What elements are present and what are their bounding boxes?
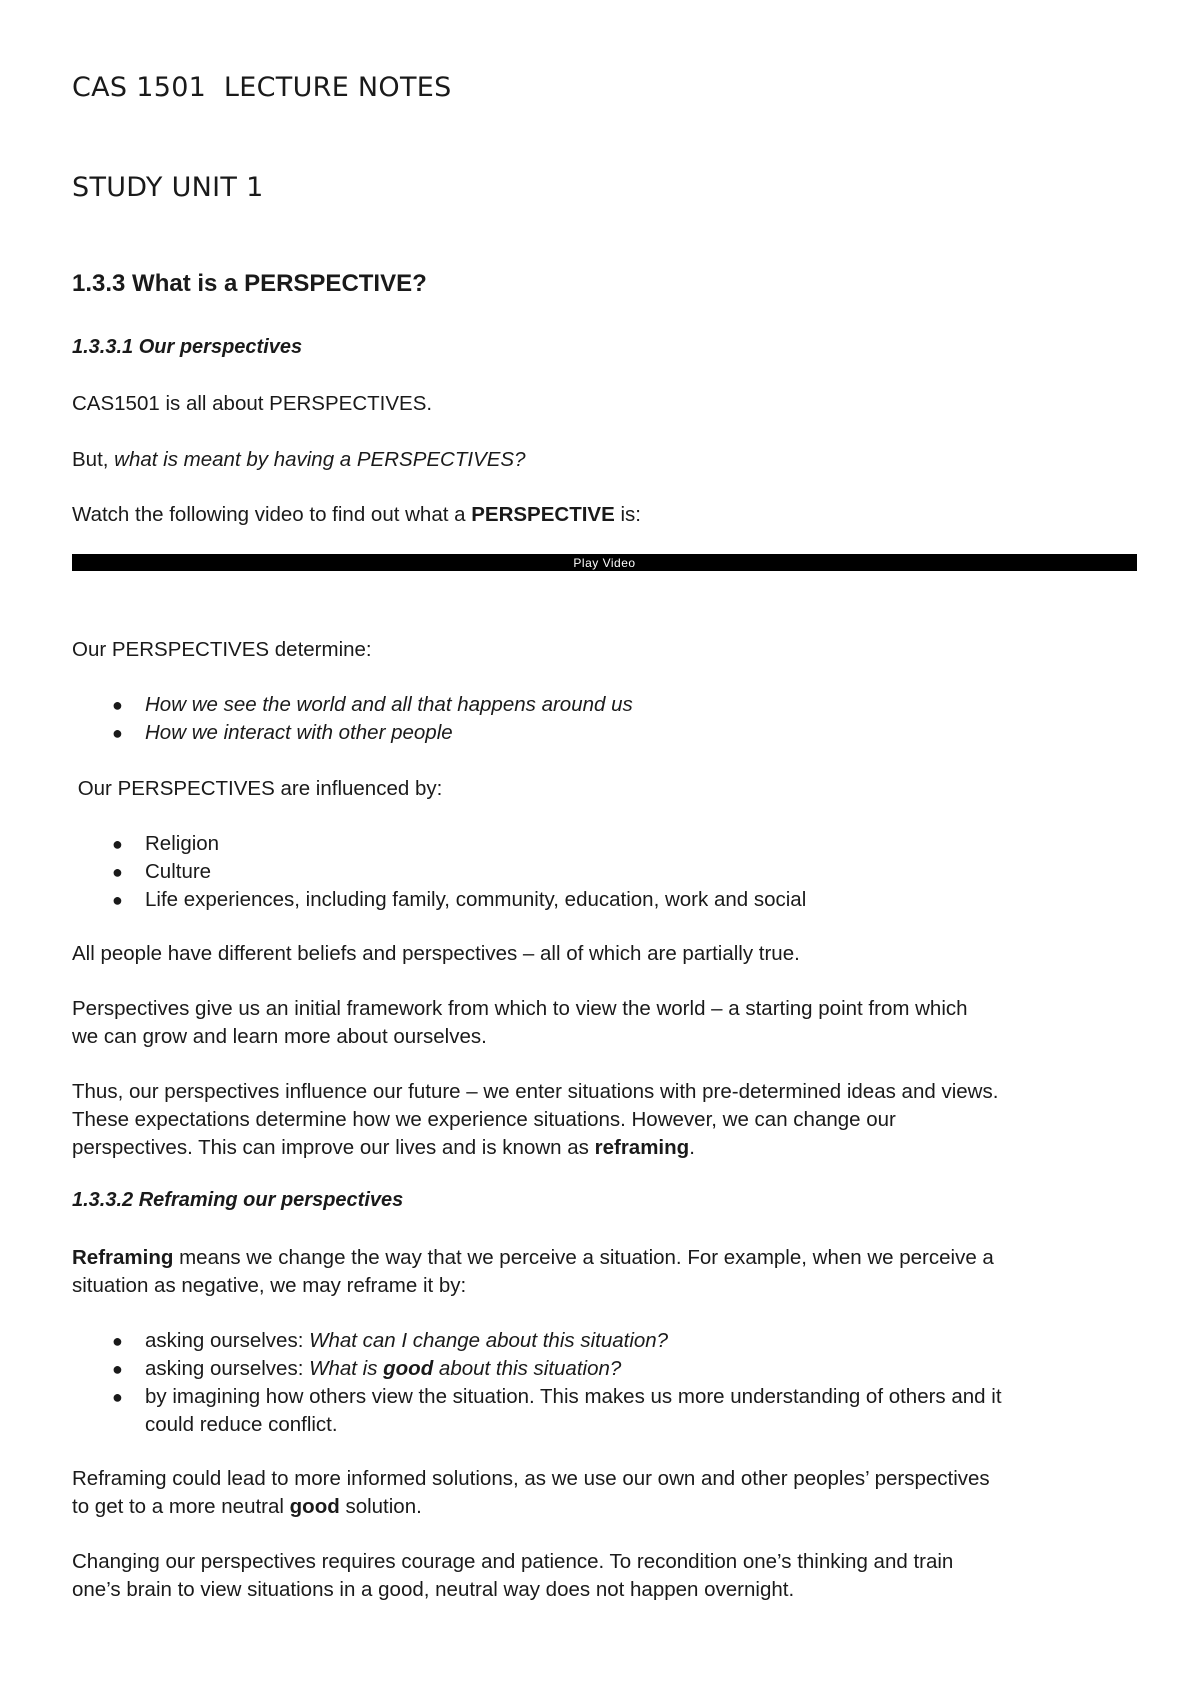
list-item-italic: What is xyxy=(309,1357,384,1380)
question-italic: what is meant by having a PERSPECTIVES? xyxy=(114,448,526,471)
question-lead: But, xyxy=(72,448,115,471)
watch-lead: Watch the following video to find out what a xyxy=(72,503,472,526)
paragraph-influenced-intro: Our PERSPECTIVES are influenced by: xyxy=(72,777,443,800)
paragraph-determine-intro: Our PERSPECTIVES determine: xyxy=(72,638,372,661)
definition-line-1: means we change the way that we perceive a situation. For example, when we perceive a xyxy=(173,1246,994,1269)
bullet-icon: ● xyxy=(112,1387,123,1407)
section-heading: 1.3.3 What is a PERSPECTIVE? xyxy=(72,270,427,297)
framework-line-1: Perspectives give us an initial framework from which to view the world – a starting point from which xyxy=(72,997,968,1020)
list-item xyxy=(72,1383,1072,1439)
thus-line-2: These expectations determine how we experience situations. However, we can change our xyxy=(72,1108,896,1131)
framework-line-2: we can grow and learn more about ourselves. xyxy=(72,1025,487,1048)
paragraph-courage xyxy=(72,1548,1137,1604)
paragraph-thus xyxy=(72,1078,1137,1162)
list-item xyxy=(72,886,1072,914)
list-item-text: Religion xyxy=(145,832,220,855)
influenced-list xyxy=(72,830,1072,914)
definition-line-2: situation as negative, we may reframe it by: xyxy=(72,1274,467,1297)
list-item xyxy=(72,858,1072,886)
list-item xyxy=(72,691,1072,719)
list-item xyxy=(72,719,1072,747)
list-item-line-1: by imagining how others view the situation. This makes us more understanding of others and it xyxy=(145,1385,1002,1408)
thus-line-3-lead: perspectives. This can improve our lives and is known as xyxy=(72,1136,595,1159)
thus-line-3-bold: reframing xyxy=(594,1136,690,1159)
list-item-italic: about this situation? xyxy=(433,1357,622,1380)
list-item-line-2: could reduce conflict. xyxy=(145,1413,338,1436)
paragraph-reframing-solutions xyxy=(72,1465,1137,1521)
determine-list xyxy=(72,691,1072,747)
study-unit-title: STUDY UNIT 1 xyxy=(72,172,264,203)
bullet-icon: ● xyxy=(112,862,123,882)
bullet-icon: ● xyxy=(112,695,123,715)
bullet-icon: ● xyxy=(112,890,123,910)
list-item-text: Life experiences, including family, community, education, work and social xyxy=(145,888,807,911)
thus-line-1: Thus, our perspectives influence our future – we enter situations with pre-determined ideas and views. xyxy=(72,1080,999,1103)
courage-line-2: one’s brain to view situations in a good, neutral way does not happen overnight. xyxy=(72,1578,795,1601)
list-item-lead: asking ourselves: xyxy=(145,1357,310,1380)
list-item-lead: asking ourselves: xyxy=(145,1329,310,1352)
list-item-text: How we interact with other people xyxy=(145,721,453,744)
paragraph-question xyxy=(72,446,1137,474)
watch-bold: PERSPECTIVE xyxy=(471,503,615,526)
paragraph-cas1501: CAS1501 is all about PERSPECTIVES. xyxy=(72,392,433,415)
paragraph-framework xyxy=(72,995,1137,1051)
definition-bold: Reframing xyxy=(72,1246,174,1269)
paragraph-beliefs: All people have different beliefs and perspectives – all of which are partially true. xyxy=(72,942,800,965)
list-item xyxy=(72,1327,1072,1355)
list-item xyxy=(72,830,1072,858)
paragraph-watch-video xyxy=(72,501,1137,529)
bullet-icon: ● xyxy=(112,834,123,854)
reframing-list xyxy=(72,1327,1072,1439)
list-item xyxy=(72,1355,1072,1383)
list-item-bold-italic: good xyxy=(383,1357,434,1380)
paragraph-reframing-definition xyxy=(72,1244,1137,1300)
subsection-heading-reframing: 1.3.3.2 Reframing our perspectives xyxy=(72,1189,404,1211)
watch-tail: is: xyxy=(614,503,641,526)
list-item-text: How we see the world and all that happens around us xyxy=(145,693,633,716)
bullet-icon: ● xyxy=(112,723,123,743)
bullet-icon: ● xyxy=(112,1359,123,1379)
solutions-line-1: Reframing could lead to more informed solutions, as we use our own and other peoples’ perspectives xyxy=(72,1467,990,1490)
subsection-heading-our-perspectives: 1.3.3.1 Our perspectives xyxy=(72,336,303,358)
thus-line-3-tail: . xyxy=(689,1136,695,1159)
play-video-button[interactable]: Play Video xyxy=(72,554,1137,571)
solutions-line-2-bold: good xyxy=(289,1495,340,1518)
bullet-icon: ● xyxy=(112,1331,123,1351)
document-title: CAS 1501 LECTURE NOTES xyxy=(72,72,452,103)
solutions-line-2-lead: to get to a more neutral xyxy=(72,1495,290,1518)
list-item-text: Culture xyxy=(145,860,212,883)
solutions-line-2-tail: solution. xyxy=(339,1495,422,1518)
list-item-italic: What can I change about this situation? xyxy=(309,1329,669,1352)
courage-line-1: Changing our perspectives requires courage and patience. To recondition one’s thinking and train xyxy=(72,1550,954,1573)
